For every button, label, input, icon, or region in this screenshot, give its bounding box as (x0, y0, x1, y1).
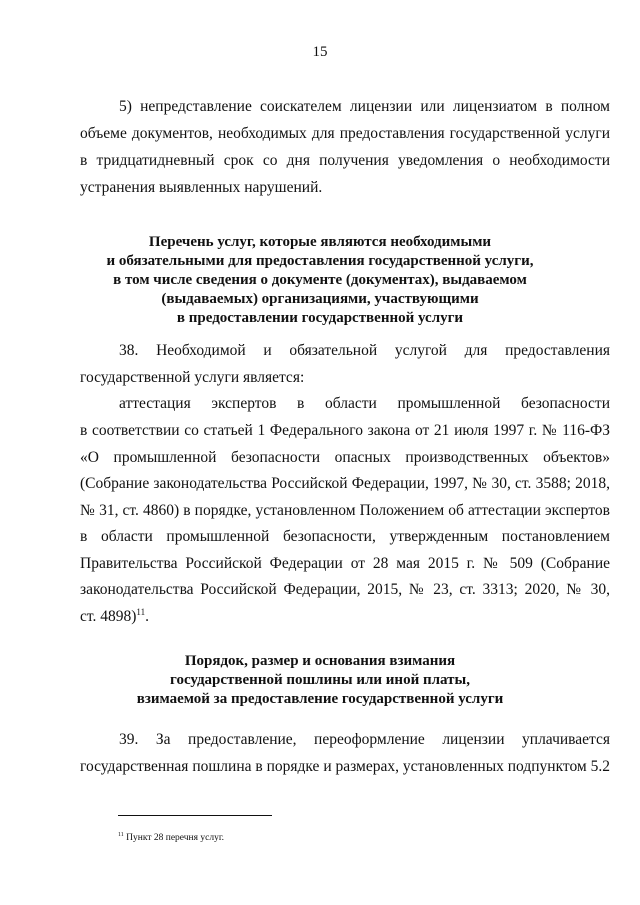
heading-line: государственной пошлины или иной платы, (170, 672, 470, 688)
page-number: 15 (312, 44, 328, 60)
heading-line: Перечень услуг, которые являются необходимыми (148, 234, 492, 250)
heading-line: (выдаваемых) организациями, участвующими (161, 291, 479, 307)
heading-line: в том числе сведения о документе (документах), выдаваемом (113, 272, 527, 288)
text-line: объеме документов, необходимых для предоставления государственной услуги (80, 125, 610, 142)
text-fragment: . (145, 608, 149, 625)
text-line: государственной услуги является: (80, 369, 305, 386)
text-line: 5) непредставление соискателем лицензии или лицензиатом в полном (119, 98, 610, 115)
text-fragment: ст. 4898) (80, 608, 137, 625)
text-line: в тридцатидневный срок со дня получения уведомления о необходимости (80, 152, 610, 169)
footnote-reference[interactable]: 11 (136, 607, 146, 617)
heading-line: и обязательными для предоставления государственной услуги, (106, 253, 534, 269)
footnote-mark: 11 (118, 831, 124, 838)
footnote (118, 832, 224, 844)
footnote-text: Пункт 28 перечня услуг. (123, 833, 225, 843)
footnote-divider (118, 815, 272, 816)
heading-line: Порядок, размер и основания взимания (184, 653, 456, 669)
text-line: в области промышленной безопасности, утвержденным постановлением (80, 528, 610, 545)
text-line: 38. Необходимой и обязательной услугой для предоставления (119, 342, 610, 359)
text-line: 39. За предоставление, переоформление лицензии уплачивается (119, 731, 610, 748)
text-line: государственная пошлина в порядке и размерах, установленных подпунктом 5.2 (80, 758, 610, 775)
text-line: в соответствии со статьей 1 Федерального закона от 21 июля 1997 г. № 116-ФЗ (80, 422, 610, 439)
text-line: аттестация экспертов в области промышленной безопасности (119, 395, 610, 412)
text-line: Правительства Российской Федерации от 28 мая 2015 г. № 509 (Собрание (80, 555, 610, 572)
text-line: законодательства Российской Федерации, 2015, № 23, ст. 3313; 2020, № 30, (80, 581, 610, 598)
text-line-last (80, 607, 610, 627)
text-line: (Собрание законодательства Российской Федерации, 1997, № 30, ст. 3588; 2018, (80, 475, 610, 492)
heading-line: взимаемой за предоставление государственной услуги (136, 691, 504, 707)
text-line: устранения выявленных нарушений. (80, 179, 323, 196)
heading-line: в предоставлении государственной услуги (176, 310, 464, 326)
text-line: № 31, ст. 4860) в порядке, установленном Положением об аттестации экспертов (80, 502, 610, 519)
text-line: «О промышленной безопасности опасных производственных объектов» (80, 449, 610, 466)
